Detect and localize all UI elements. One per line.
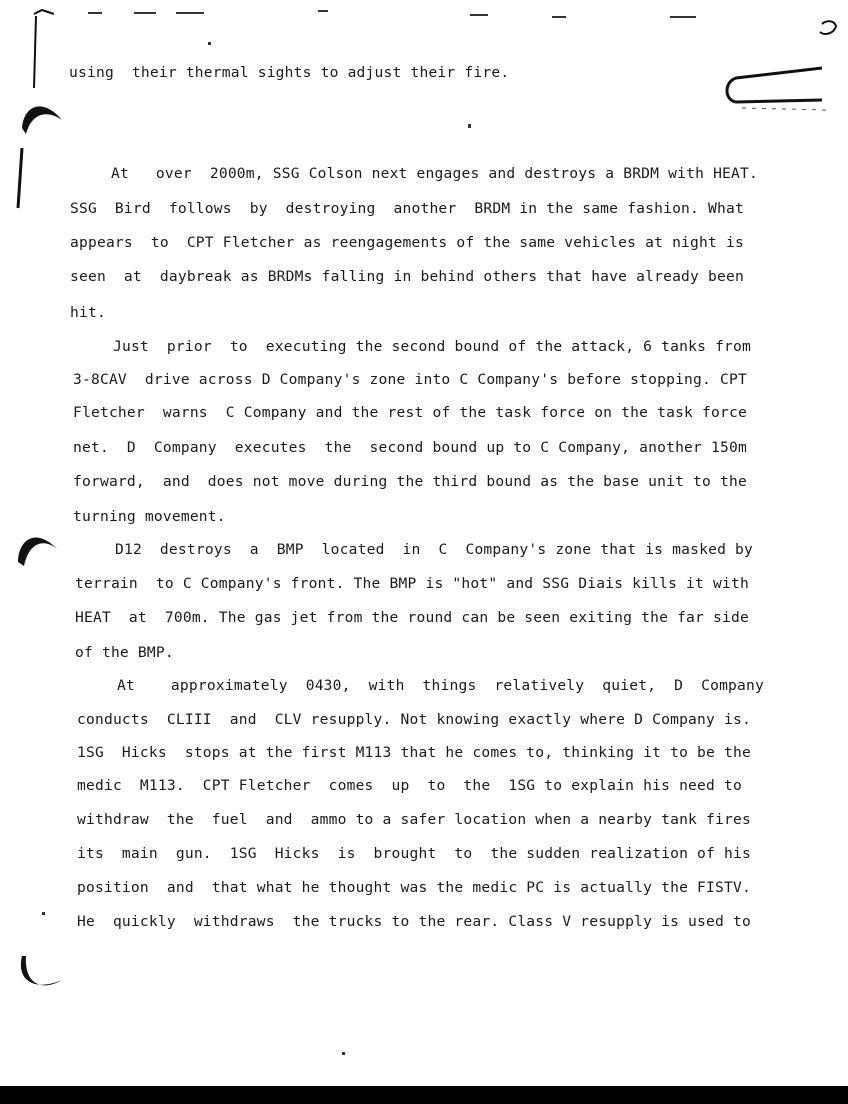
text-line: D12 destroys a BMP located in C Company's zone that is masked by — [115, 541, 754, 558]
text-line: of the BMP. — [75, 644, 174, 661]
text-line: Fletcher warns C Company and the rest of the task force on the task force — [73, 404, 747, 421]
top-right-scan-mark-icon — [722, 6, 842, 116]
text-line: terrain to C Company's front. The BMP is "hot" and SSG Diais kills it with — [75, 575, 749, 592]
text-line: seen at daybreak as BRDMs falling in behind others that have already been — [70, 268, 744, 285]
text-line: using their thermal sights to adjust their fire. — [69, 64, 510, 81]
text-line: HEAT at 700m. The gas jet from the round can be seen exiting the far side — [75, 609, 749, 626]
text-line: SSG Bird follows by destroying another BRDM in the same fashion. What — [70, 200, 744, 217]
text-line: appears to CPT Fletcher as reengagements of the same vehicles at night is — [70, 234, 744, 251]
text-line: its main gun. 1SG Hicks is brought to the sudden realization of his — [77, 845, 751, 862]
text-line: conducts CLIII and CLV resupply. Not knowing exactly where D Company is. — [77, 711, 751, 728]
text-line: At over 2000m, SSG Colson next engages and destroys a BRDM with HEAT. — [111, 165, 759, 182]
text-line: hit. — [70, 304, 106, 321]
text-line: At approximately 0430, with things relatively quiet, D Company — [117, 677, 765, 694]
text-line: medic M113. CPT Fletcher comes up to the 1SG to explain his need to — [77, 777, 742, 794]
text-line: position and that what he thought was the medic PC is actually the FISTV. — [77, 879, 751, 896]
text-line: 3-8CAV drive across D Company's zone into C Company's before stopping. CPT — [73, 371, 747, 388]
scan-bottom-border — [0, 1086, 848, 1104]
text-line: He quickly withdraws the trucks to the rear. Class V resupply is used to — [77, 913, 751, 930]
text-line: withdraw the fuel and ammo to a safer location when a nearby tank fires — [77, 811, 751, 828]
text-line: 1SG Hicks stops at the first M113 that he comes to, thinking it to be the — [77, 744, 751, 761]
text-line: turning movement. — [73, 508, 226, 525]
punch-hole-mark-icon — [14, 950, 64, 1000]
text-line: Just prior to executing the second bound of the attack, 6 tanks from — [113, 338, 752, 355]
text-line: net. D Company executes the second bound up to C Company, another 150m — [73, 439, 747, 456]
text-line: forward, and does not move during the third bound as the base unit to the — [73, 473, 747, 490]
